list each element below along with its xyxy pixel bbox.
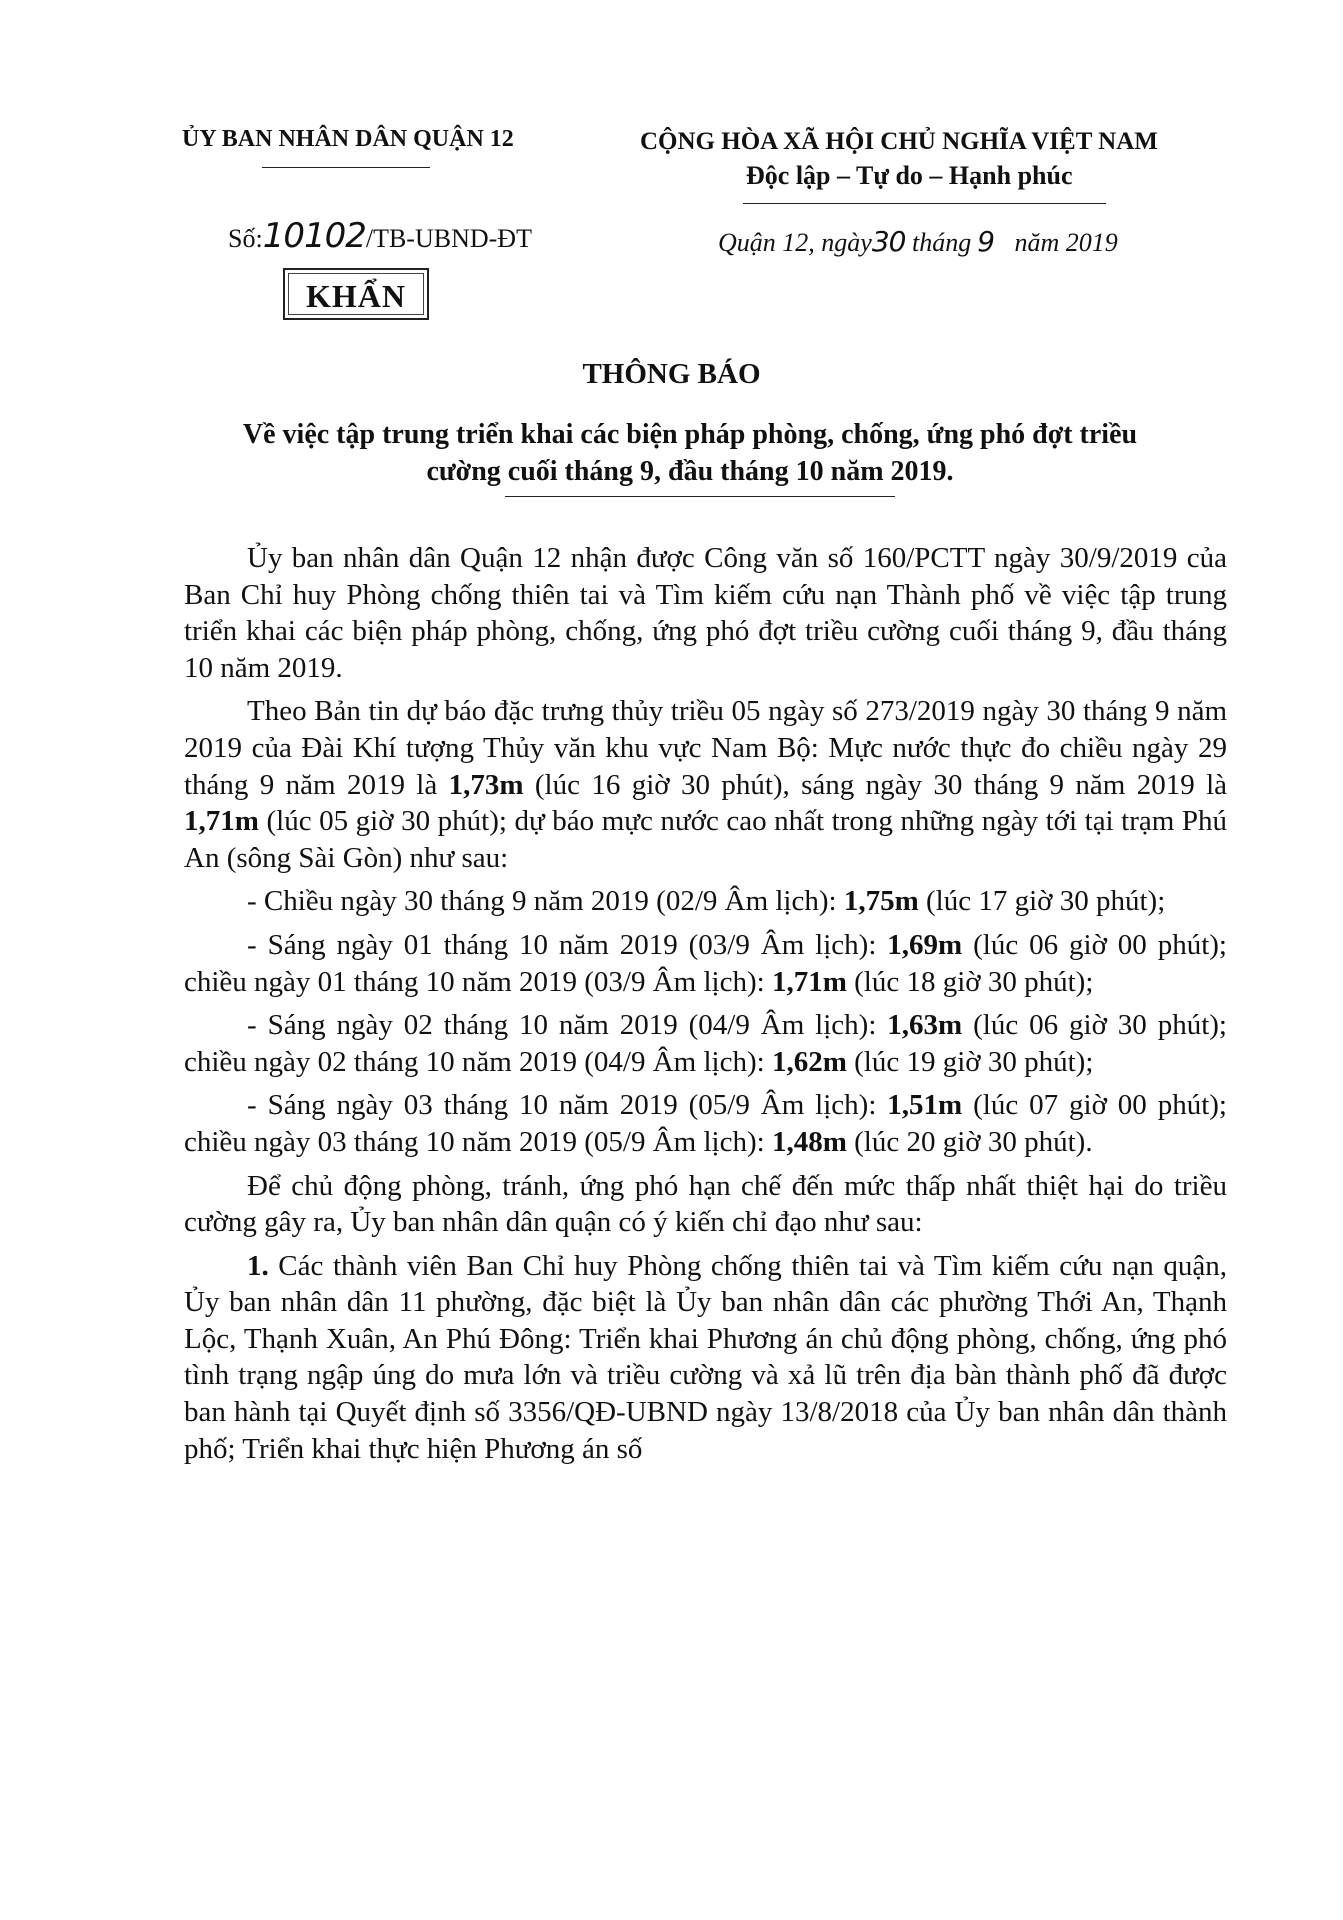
date-line <box>718 225 1118 258</box>
forecast-item-3: - Sáng ngày 02 tháng 10 năm 2019 (04/9 Âm lịch): 1,63m (lúc 06 giờ 30 phút); chiều ngày 02 tháng 10 năm 2019 (04/9 Âm lịch): 1,62m (lúc 19 giờ 30 phút); <box>184 1009 1227 1078</box>
directive-item-1: 1. Các thành viên Ban Chỉ huy Phòng chống thiên tai và Tìm kiếm cứu nạn quận, Ủy ban nhân dân 11 phường, đặc biệt là Ủy ban nhân dân các phường Thới An, Thạnh Lộc, Thạnh Xuân, An Phú Đông: Triển khai Phương án chủ động phòng, chống, ứng phó tình trạng ngập úng do mưa lớn và triều cường và xả lũ trên địa bàn thành phố đã được ban hành tại Quyết định số 3356/QĐ-UBND ngày 13/8/2018 của Ủy ban nhân dân thành phố; Triển khai thực hiện Phương án số <box>184 1249 1227 1465</box>
forecast-item-2: - Sáng ngày 01 tháng 10 năm 2019 (03/9 Âm lịch): 1,69m (lúc 06 giờ 00 phút); chiều ngày 01 tháng 10 năm 2019 (03/9 Âm lịch): 1,71m (lúc 18 giờ 30 phút); <box>184 928 1227 998</box>
paragraph-forecast: Theo Bản tin dự báo đặc trưng thủy triều 05 ngày số 273/2019 ngày 30 tháng 9 năm 2019 của Đài Khí tượng Thủy văn khu vực Nam Bộ: Mực nước thực đo chiều ngày 29 tháng 9 năm 2019 là 1,73m (lúc 16 giờ 30 phút), sáng ngày 30 tháng 9 năm 2019 là 1,71m (lúc 05 giờ 30 phút); dự báo mực nước cao nhất trong những ngày tới tại trạm Phú An (sông Sài Gòn) như sau: <box>184 695 1227 874</box>
document-title: THÔNG BÁO <box>582 358 761 390</box>
urgent-stamp-text: KHẨN <box>306 278 406 314</box>
document-number <box>228 216 532 256</box>
agency-underline <box>262 167 430 168</box>
forecast-item-1: - Chiều ngày 30 tháng 9 năm 2019 (02/9 Âm lịch): 1,75m (lúc 17 giờ 30 phút); <box>247 885 1166 918</box>
national-motto: Độc lập – Tự do – Hạnh phúc <box>746 161 1073 190</box>
date-month: 9 <box>977 225 995 258</box>
doc-number-handwritten: 10102 <box>262 216 366 256</box>
motto-underline <box>743 203 1106 204</box>
date-place: Quận 12, ngày <box>718 228 872 257</box>
urgent-stamp <box>283 268 429 320</box>
date-month-label: tháng <box>911 228 972 257</box>
doc-number-prefix: Số: <box>228 224 263 253</box>
forecast-item-4: - Sáng ngày 03 tháng 10 năm 2019 (05/9 Âm lịch): 1,51m (lúc 07 giờ 00 phút); chiều ngày 03 tháng 10 năm 2019 (05/9 Âm lịch): 1,48m (lúc 20 giờ 30 phút). <box>184 1089 1227 1158</box>
agency-name: ỦY BAN NHÂN DÂN QUẬN 12 <box>182 126 514 152</box>
date-year: năm 2019 <box>1014 228 1118 257</box>
document-subtitle-line1: Về việc tập trung triển khai các biện pháp phòng, chống, ứng phó đợt triều <box>242 419 1138 450</box>
country-name: CỘNG HÒA XÃ HỘI CHỦ NGHĨA VIỆT NAM <box>640 128 1158 155</box>
document-body <box>184 540 1227 1474</box>
document-subtitle-line2: cường cuối tháng 9, đầu tháng 10 năm 2019. <box>426 456 954 487</box>
subtitle-underline <box>505 496 895 497</box>
doc-number-suffix: /TB-UBND-ĐT <box>365 224 532 253</box>
paragraph-intro: Ủy ban nhân dân Quận 12 nhận được Công văn số 160/PCTT ngày 30/9/2019 của Ban Chỉ huy Phòng chống thiên tai và Tìm kiếm cứu nạn Thành phố về việc tập trung triển khai các biện pháp phòng, chống, ứng phó đợt triều cường cuối tháng 9, đầu tháng 10 năm 2019. <box>184 542 1227 684</box>
date-day: 30 <box>871 225 906 258</box>
paragraph-directive-intro: Để chủ động phòng, tránh, ứng phó hạn chế đến mức thấp nhất thiệt hại do triều cường gây ra, Ủy ban nhân dân quận có ý kiến chỉ đạo như sau: <box>184 1169 1227 1239</box>
